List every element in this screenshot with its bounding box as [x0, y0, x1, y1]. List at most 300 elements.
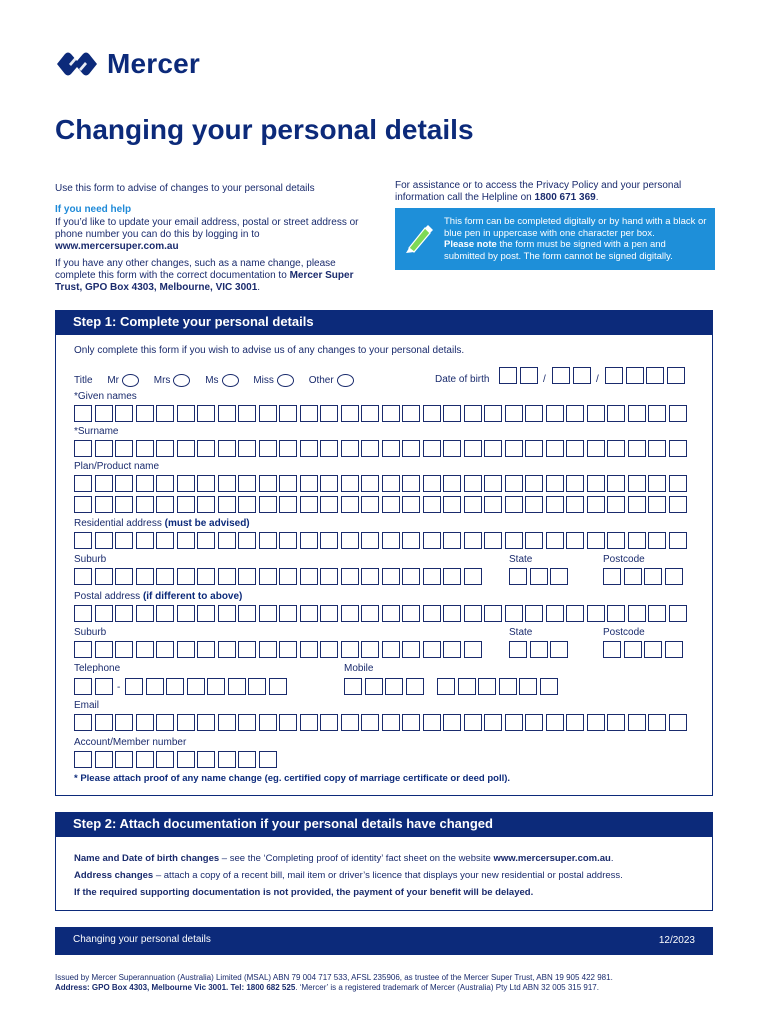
- residential-input[interactable]: [74, 532, 689, 549]
- char-box[interactable]: [156, 714, 174, 731]
- char-box[interactable]: [365, 678, 383, 695]
- char-box[interactable]: [74, 440, 92, 457]
- char-box[interactable]: [238, 641, 256, 658]
- char-box[interactable]: [259, 568, 277, 585]
- state-input-postal[interactable]: [509, 641, 571, 658]
- step2-website-link[interactable]: www.mercersuper.com.au: [493, 853, 611, 864]
- char-box[interactable]: [95, 496, 113, 513]
- char-box[interactable]: [259, 440, 277, 457]
- char-box[interactable]: [269, 678, 287, 695]
- char-box[interactable]: [156, 532, 174, 549]
- char-box[interactable]: [530, 641, 548, 658]
- char-box[interactable]: [607, 405, 625, 422]
- char-box[interactable]: [464, 405, 482, 422]
- char-box[interactable]: [464, 475, 482, 492]
- char-box[interactable]: [669, 440, 687, 457]
- char-box[interactable]: [320, 714, 338, 731]
- char-box[interactable]: [669, 605, 687, 622]
- char-box[interactable]: [218, 440, 236, 457]
- char-box[interactable]: [607, 496, 625, 513]
- char-box[interactable]: [197, 532, 215, 549]
- title-option-mr[interactable]: [107, 375, 139, 386]
- char-box[interactable]: [177, 641, 195, 658]
- char-box[interactable]: [300, 405, 318, 422]
- telephone-area-input[interactable]: [74, 678, 115, 695]
- char-box[interactable]: [669, 475, 687, 492]
- char-box[interactable]: [95, 605, 113, 622]
- char-box[interactable]: [136, 605, 154, 622]
- char-box[interactable]: [320, 532, 338, 549]
- char-box[interactable]: [95, 678, 113, 695]
- char-box[interactable]: [566, 496, 584, 513]
- char-box[interactable]: [423, 475, 441, 492]
- char-box[interactable]: [300, 440, 318, 457]
- char-box[interactable]: [443, 475, 461, 492]
- char-box[interactable]: [197, 405, 215, 422]
- char-box[interactable]: [238, 405, 256, 422]
- char-box[interactable]: [341, 496, 359, 513]
- char-box[interactable]: [125, 678, 143, 695]
- char-box[interactable]: [218, 714, 236, 731]
- char-box[interactable]: [669, 714, 687, 731]
- char-box[interactable]: [218, 751, 236, 768]
- mobile-input-part1[interactable]: [344, 678, 426, 695]
- char-box[interactable]: [464, 496, 482, 513]
- char-box[interactable]: [320, 605, 338, 622]
- char-box[interactable]: [218, 405, 236, 422]
- char-box[interactable]: [177, 751, 195, 768]
- char-box[interactable]: [320, 440, 338, 457]
- char-box[interactable]: [74, 568, 92, 585]
- char-box[interactable]: [566, 714, 584, 731]
- char-box[interactable]: [197, 641, 215, 658]
- char-box[interactable]: [341, 405, 359, 422]
- char-box[interactable]: [484, 714, 502, 731]
- char-box[interactable]: [505, 440, 523, 457]
- char-box[interactable]: [361, 641, 379, 658]
- char-box[interactable]: [525, 714, 543, 731]
- char-box[interactable]: [341, 714, 359, 731]
- telephone-number-input[interactable]: [125, 678, 289, 695]
- char-box[interactable]: [361, 475, 379, 492]
- dob-day[interactable]: [499, 367, 540, 384]
- char-box[interactable]: [665, 641, 683, 658]
- char-box[interactable]: [382, 714, 400, 731]
- char-box[interactable]: [402, 714, 420, 731]
- char-box[interactable]: [505, 605, 523, 622]
- char-box[interactable]: [361, 605, 379, 622]
- char-box[interactable]: [464, 440, 482, 457]
- char-box[interactable]: [484, 605, 502, 622]
- state-input[interactable]: [509, 568, 571, 585]
- char-box[interactable]: [156, 751, 174, 768]
- char-box[interactable]: [423, 714, 441, 731]
- char-box[interactable]: [136, 440, 154, 457]
- char-box[interactable]: [74, 605, 92, 622]
- char-box[interactable]: [74, 405, 92, 422]
- char-box[interactable]: [505, 714, 523, 731]
- char-box[interactable]: [259, 605, 277, 622]
- given-names-input[interactable]: [74, 405, 689, 422]
- char-box[interactable]: [177, 475, 195, 492]
- char-box[interactable]: [443, 641, 461, 658]
- char-box[interactable]: [423, 496, 441, 513]
- char-box[interactable]: [115, 496, 133, 513]
- char-box[interactable]: [279, 714, 297, 731]
- char-box[interactable]: [382, 440, 400, 457]
- char-box[interactable]: [525, 496, 543, 513]
- char-box[interactable]: [464, 568, 482, 585]
- char-box[interactable]: [540, 678, 558, 695]
- char-box[interactable]: [300, 641, 318, 658]
- char-box[interactable]: [402, 405, 420, 422]
- char-box[interactable]: [667, 367, 685, 384]
- char-box[interactable]: [218, 605, 236, 622]
- char-box[interactable]: [382, 568, 400, 585]
- char-box[interactable]: [279, 440, 297, 457]
- char-box[interactable]: [499, 367, 517, 384]
- char-box[interactable]: [423, 568, 441, 585]
- char-box[interactable]: [484, 440, 502, 457]
- char-box[interactable]: [644, 568, 662, 585]
- char-box[interactable]: [341, 641, 359, 658]
- char-box[interactable]: [525, 605, 543, 622]
- char-box[interactable]: [669, 405, 687, 422]
- char-box[interactable]: [478, 678, 496, 695]
- char-box[interactable]: [509, 641, 527, 658]
- char-box[interactable]: [628, 714, 646, 731]
- char-box[interactable]: [546, 405, 564, 422]
- char-box[interactable]: [95, 440, 113, 457]
- char-box[interactable]: [300, 496, 318, 513]
- char-box[interactable]: [546, 496, 564, 513]
- char-box[interactable]: [259, 405, 277, 422]
- char-box[interactable]: [95, 532, 113, 549]
- char-box[interactable]: [279, 475, 297, 492]
- char-box[interactable]: [566, 475, 584, 492]
- char-box[interactable]: [509, 568, 527, 585]
- char-box[interactable]: [361, 568, 379, 585]
- char-box[interactable]: [74, 496, 92, 513]
- postal-input[interactable]: [74, 605, 689, 622]
- char-box[interactable]: [402, 440, 420, 457]
- char-box[interactable]: [115, 751, 133, 768]
- char-box[interactable]: [95, 475, 113, 492]
- char-box[interactable]: [382, 605, 400, 622]
- char-box[interactable]: [607, 475, 625, 492]
- char-box[interactable]: [550, 568, 568, 585]
- char-box[interactable]: [546, 605, 564, 622]
- char-box[interactable]: [566, 532, 584, 549]
- char-box[interactable]: [566, 405, 584, 422]
- char-box[interactable]: [344, 678, 362, 695]
- account-input[interactable]: [74, 751, 279, 768]
- char-box[interactable]: [484, 532, 502, 549]
- char-box[interactable]: [95, 568, 113, 585]
- char-box[interactable]: [341, 475, 359, 492]
- radio-other[interactable]: [337, 374, 354, 387]
- char-box[interactable]: [499, 678, 517, 695]
- radio-mr[interactable]: [122, 374, 139, 387]
- char-box[interactable]: [520, 367, 538, 384]
- char-box[interactable]: [238, 751, 256, 768]
- char-box[interactable]: [626, 367, 644, 384]
- char-box[interactable]: [74, 678, 92, 695]
- char-box[interactable]: [402, 568, 420, 585]
- char-box[interactable]: [238, 496, 256, 513]
- char-box[interactable]: [603, 641, 621, 658]
- char-box[interactable]: [238, 440, 256, 457]
- char-box[interactable]: [166, 678, 184, 695]
- char-box[interactable]: [300, 568, 318, 585]
- char-box[interactable]: [156, 641, 174, 658]
- char-box[interactable]: [628, 532, 646, 549]
- char-box[interactable]: [238, 532, 256, 549]
- char-box[interactable]: [279, 532, 297, 549]
- char-box[interactable]: [259, 714, 277, 731]
- char-box[interactable]: [320, 641, 338, 658]
- char-box[interactable]: [197, 496, 215, 513]
- char-box[interactable]: [341, 532, 359, 549]
- char-box[interactable]: [443, 714, 461, 731]
- char-box[interactable]: [505, 405, 523, 422]
- char-box[interactable]: [385, 678, 403, 695]
- char-box[interactable]: [320, 475, 338, 492]
- char-box[interactable]: [423, 532, 441, 549]
- char-box[interactable]: [587, 405, 605, 422]
- char-box[interactable]: [115, 405, 133, 422]
- char-box[interactable]: [628, 405, 646, 422]
- char-box[interactable]: [669, 496, 687, 513]
- char-box[interactable]: [402, 532, 420, 549]
- char-box[interactable]: [300, 714, 318, 731]
- char-box[interactable]: [628, 440, 646, 457]
- char-box[interactable]: [279, 405, 297, 422]
- char-box[interactable]: [665, 568, 683, 585]
- char-box[interactable]: [648, 532, 666, 549]
- char-box[interactable]: [136, 641, 154, 658]
- char-box[interactable]: [519, 678, 537, 695]
- char-box[interactable]: [177, 605, 195, 622]
- char-box[interactable]: [177, 714, 195, 731]
- char-box[interactable]: [525, 532, 543, 549]
- char-box[interactable]: [525, 405, 543, 422]
- char-box[interactable]: [156, 568, 174, 585]
- char-box[interactable]: [136, 496, 154, 513]
- char-box[interactable]: [259, 532, 277, 549]
- email-input[interactable]: [74, 714, 689, 731]
- char-box[interactable]: [341, 568, 359, 585]
- char-box[interactable]: [458, 678, 476, 695]
- char-box[interactable]: [484, 475, 502, 492]
- char-box[interactable]: [628, 496, 646, 513]
- char-box[interactable]: [197, 568, 215, 585]
- char-box[interactable]: [259, 751, 277, 768]
- char-box[interactable]: [402, 475, 420, 492]
- radio-miss[interactable]: [277, 374, 294, 387]
- char-box[interactable]: [382, 641, 400, 658]
- char-box[interactable]: [406, 678, 424, 695]
- char-box[interactable]: [607, 532, 625, 549]
- char-box[interactable]: [423, 440, 441, 457]
- help-link[interactable]: www.mercersuper.com.au: [55, 241, 179, 252]
- postcode-input-postal[interactable]: [603, 641, 685, 658]
- char-box[interactable]: [361, 714, 379, 731]
- char-box[interactable]: [605, 367, 623, 384]
- char-box[interactable]: [546, 714, 564, 731]
- char-box[interactable]: [361, 440, 379, 457]
- char-box[interactable]: [587, 440, 605, 457]
- char-box[interactable]: [238, 714, 256, 731]
- char-box[interactable]: [361, 496, 379, 513]
- char-box[interactable]: [587, 496, 605, 513]
- char-box[interactable]: [197, 475, 215, 492]
- char-box[interactable]: [197, 605, 215, 622]
- suburb-input[interactable]: [74, 568, 484, 585]
- char-box[interactable]: [648, 440, 666, 457]
- char-box[interactable]: [628, 475, 646, 492]
- char-box[interactable]: [115, 605, 133, 622]
- char-box[interactable]: [115, 532, 133, 549]
- char-box[interactable]: [402, 605, 420, 622]
- char-box[interactable]: [197, 714, 215, 731]
- char-box[interactable]: [238, 568, 256, 585]
- char-box[interactable]: [218, 568, 236, 585]
- char-box[interactable]: [320, 496, 338, 513]
- char-box[interactable]: [95, 751, 113, 768]
- char-box[interactable]: [546, 532, 564, 549]
- char-box[interactable]: [566, 605, 584, 622]
- char-box[interactable]: [505, 475, 523, 492]
- char-box[interactable]: [95, 405, 113, 422]
- char-box[interactable]: [187, 678, 205, 695]
- title-option-other[interactable]: [309, 375, 354, 386]
- char-box[interactable]: [279, 568, 297, 585]
- char-box[interactable]: [300, 605, 318, 622]
- char-box[interactable]: [74, 714, 92, 731]
- char-box[interactable]: [648, 475, 666, 492]
- char-box[interactable]: [300, 532, 318, 549]
- char-box[interactable]: [74, 641, 92, 658]
- char-box[interactable]: [587, 605, 605, 622]
- char-box[interactable]: [259, 475, 277, 492]
- char-box[interactable]: [443, 405, 461, 422]
- char-box[interactable]: [443, 568, 461, 585]
- mobile-input-part2[interactable]: [437, 678, 560, 695]
- char-box[interactable]: [320, 405, 338, 422]
- plan-input-line2[interactable]: [74, 496, 689, 513]
- char-box[interactable]: [624, 641, 642, 658]
- char-box[interactable]: [464, 605, 482, 622]
- char-box[interactable]: [115, 475, 133, 492]
- char-box[interactable]: [437, 678, 455, 695]
- char-box[interactable]: [361, 532, 379, 549]
- char-box[interactable]: [423, 641, 441, 658]
- suburb-input-postal[interactable]: [74, 641, 484, 658]
- char-box[interactable]: [648, 405, 666, 422]
- char-box[interactable]: [546, 475, 564, 492]
- char-box[interactable]: [382, 475, 400, 492]
- title-option-miss[interactable]: [253, 375, 294, 386]
- char-box[interactable]: [300, 475, 318, 492]
- char-box[interactable]: [484, 496, 502, 513]
- char-box[interactable]: [505, 532, 523, 549]
- char-box[interactable]: [136, 568, 154, 585]
- char-box[interactable]: [218, 532, 236, 549]
- title-option-mrs[interactable]: [154, 375, 191, 386]
- char-box[interactable]: [361, 405, 379, 422]
- char-box[interactable]: [648, 714, 666, 731]
- char-box[interactable]: [443, 440, 461, 457]
- char-box[interactable]: [382, 532, 400, 549]
- char-box[interactable]: [423, 405, 441, 422]
- char-box[interactable]: [136, 714, 154, 731]
- char-box[interactable]: [177, 532, 195, 549]
- char-box[interactable]: [607, 440, 625, 457]
- char-box[interactable]: [136, 475, 154, 492]
- char-box[interactable]: [74, 532, 92, 549]
- char-box[interactable]: [530, 568, 548, 585]
- char-box[interactable]: [505, 496, 523, 513]
- char-box[interactable]: [156, 496, 174, 513]
- char-box[interactable]: [320, 568, 338, 585]
- char-box[interactable]: [341, 440, 359, 457]
- char-box[interactable]: [279, 605, 297, 622]
- title-option-ms[interactable]: [205, 375, 238, 386]
- char-box[interactable]: [525, 475, 543, 492]
- char-box[interactable]: [146, 678, 164, 695]
- char-box[interactable]: [177, 568, 195, 585]
- char-box[interactable]: [115, 568, 133, 585]
- char-box[interactable]: [177, 496, 195, 513]
- char-box[interactable]: [669, 532, 687, 549]
- char-box[interactable]: [443, 496, 461, 513]
- char-box[interactable]: [207, 678, 225, 695]
- char-box[interactable]: [228, 678, 246, 695]
- char-box[interactable]: [95, 714, 113, 731]
- char-box[interactable]: [259, 496, 277, 513]
- char-box[interactable]: [156, 605, 174, 622]
- char-box[interactable]: [95, 641, 113, 658]
- char-box[interactable]: [74, 475, 92, 492]
- char-box[interactable]: [115, 440, 133, 457]
- char-box[interactable]: [587, 532, 605, 549]
- char-box[interactable]: [644, 641, 662, 658]
- radio-mrs[interactable]: [173, 374, 190, 387]
- char-box[interactable]: [607, 714, 625, 731]
- plan-input-line1[interactable]: [74, 475, 689, 492]
- surname-input[interactable]: [74, 440, 689, 457]
- postcode-input[interactable]: [603, 568, 685, 585]
- char-box[interactable]: [115, 714, 133, 731]
- char-box[interactable]: [443, 532, 461, 549]
- char-box[interactable]: [648, 496, 666, 513]
- char-box[interactable]: [218, 475, 236, 492]
- char-box[interactable]: [648, 605, 666, 622]
- char-box[interactable]: [238, 605, 256, 622]
- dob-year[interactable]: [605, 367, 687, 384]
- char-box[interactable]: [464, 714, 482, 731]
- char-box[interactable]: [525, 440, 543, 457]
- char-box[interactable]: [177, 440, 195, 457]
- char-box[interactable]: [74, 751, 92, 768]
- radio-ms[interactable]: [222, 374, 239, 387]
- char-box[interactable]: [259, 641, 277, 658]
- char-box[interactable]: [443, 605, 461, 622]
- char-box[interactable]: [156, 475, 174, 492]
- char-box[interactable]: [341, 605, 359, 622]
- char-box[interactable]: [566, 440, 584, 457]
